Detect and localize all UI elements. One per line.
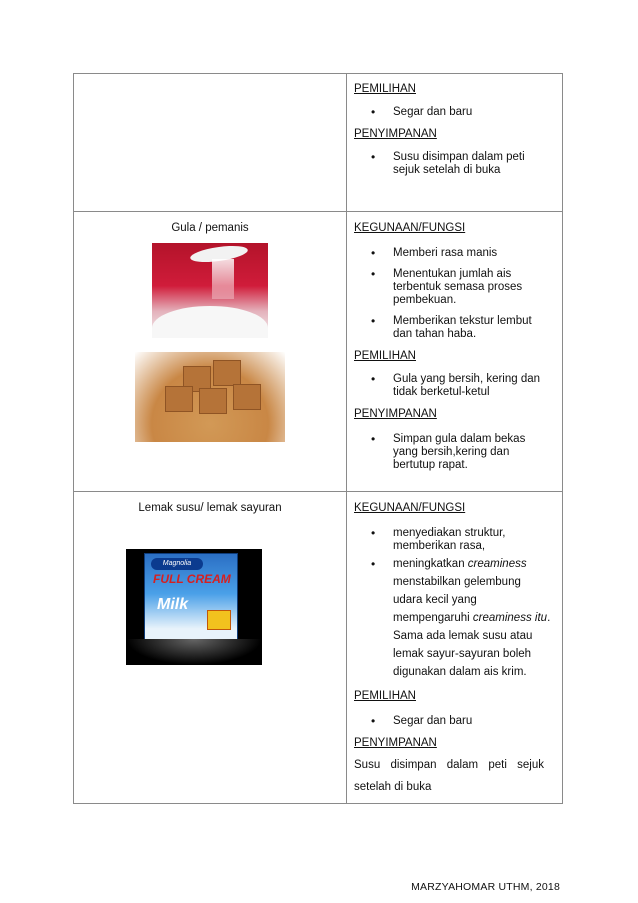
item-text: meningkatkan xyxy=(393,558,468,570)
pemilihan-list xyxy=(354,715,554,728)
section-label-penyimpanan: PENYIMPANAN xyxy=(354,128,437,140)
table-row xyxy=(74,492,563,804)
list-item: • Segar dan baru xyxy=(393,106,554,119)
box-label-full-cream: FULL CREAM xyxy=(153,572,231,586)
sugar-cube-shape xyxy=(199,388,227,414)
details-cell xyxy=(347,74,563,212)
fungsi-list xyxy=(354,247,554,341)
section-label-fungsi: KEGUNAAN/FUNGSI xyxy=(354,502,466,514)
penyimpanan-list xyxy=(354,151,554,177)
list-item: • Susu disimpan dalam peti sejuk setelah di buka xyxy=(393,151,543,177)
brown-sugar-image xyxy=(135,352,285,442)
page-footer: MARZYAHOMAR UTHM, 2018 xyxy=(411,881,560,893)
milk-box-image xyxy=(126,549,262,665)
item-text-italic: creaminess xyxy=(472,612,532,624)
badge-shape xyxy=(207,610,231,630)
white-sugar-image xyxy=(152,243,268,338)
sugar-pile-shape xyxy=(152,306,268,338)
pemilihan-list xyxy=(354,373,554,399)
fungsi-list xyxy=(354,527,554,681)
section-label-pemilihan: PEMILIHAN xyxy=(354,690,416,702)
ingredients-table xyxy=(73,73,563,804)
section-label-pemilihan: PEMILIHAN xyxy=(354,83,416,95)
list-item: • menyediakan struktur, memberikan rasa, xyxy=(393,527,543,553)
box-label-milk: Milk xyxy=(157,596,189,613)
section-label-penyimpanan: PENYIMPANAN xyxy=(354,737,437,749)
item-text: menstabilkan gelembung udara kecil yang mempengaruhi xyxy=(393,576,521,624)
ingredient-title: Gula / pemanis xyxy=(171,222,249,234)
pemilihan-list xyxy=(354,106,554,119)
reflection-shape xyxy=(126,639,262,665)
sugar-cube-shape xyxy=(165,386,193,412)
ingredient-cell xyxy=(74,492,347,804)
list-item: • Gula yang bersih, kering dan tidak berketul-ketul xyxy=(393,373,553,399)
list-item: • Memberi rasa manis xyxy=(393,247,554,260)
brand-logo: Magnolia xyxy=(151,558,203,570)
section-label-penyimpanan: PENYIMPANAN xyxy=(354,408,437,420)
penyimpanan-text: Susu disimpan dalam peti sejuk setelah di buka xyxy=(354,759,544,793)
list-item: • Segar dan baru xyxy=(393,715,554,728)
milk-box-shape xyxy=(144,553,238,643)
list-item: • Simpan gula dalam bekas yang bersih,kering dan bertutup rapat. xyxy=(393,433,543,472)
details-cell xyxy=(347,212,563,492)
item-text: . Sama ada lemak susu atau lemak sayur-sayuran boleh digunakan dalam ais krim. xyxy=(393,612,551,678)
table-row xyxy=(74,74,563,212)
penyimpanan-list xyxy=(354,433,554,472)
list-item: • Menentukan jumlah ais terbentuk semasa proses pembekuan. xyxy=(393,268,543,307)
list-item: • Memberikan tekstur lembut dan tahan haba. xyxy=(393,315,553,341)
ingredient-cell-empty xyxy=(74,74,347,212)
item-text-italic: itu xyxy=(534,612,548,624)
section-label-fungsi: KEGUNAAN/FUNGSI xyxy=(354,222,466,234)
ingredient-cell xyxy=(74,212,347,492)
section-label-pemilihan: PEMILIHAN xyxy=(354,350,416,362)
sugar-cube-shape xyxy=(233,384,261,410)
ingredient-title: Lemak susu/ lemak sayuran xyxy=(138,502,282,514)
list-item xyxy=(393,555,553,681)
sugar-stream-shape xyxy=(212,259,234,299)
sugar-cube-shape xyxy=(213,360,241,386)
table-row xyxy=(74,212,563,492)
details-cell xyxy=(347,492,563,804)
item-text-italic: creaminess xyxy=(467,558,527,570)
